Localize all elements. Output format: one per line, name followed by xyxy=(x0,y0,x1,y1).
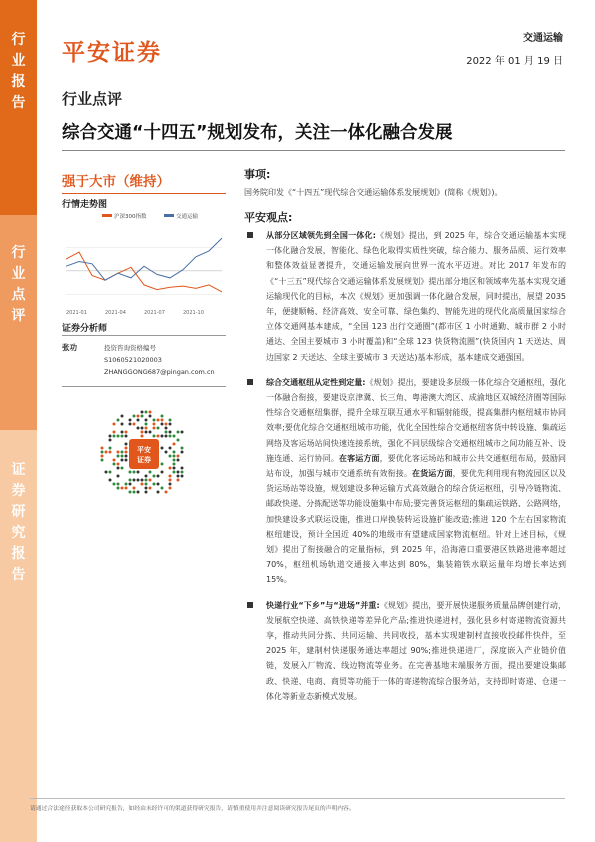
qr-dot xyxy=(181,431,184,434)
qr-dot xyxy=(117,467,120,470)
qr-dot xyxy=(133,479,136,482)
trend-chart xyxy=(60,210,228,318)
analyst-cert-number: S1060521020003 xyxy=(104,356,162,364)
events-text: 国务院印发《“十四五”现代综合交通运输体系发展规划》(简称《规划》)。 xyxy=(244,188,503,197)
qr-dot xyxy=(113,463,116,466)
qr-dot xyxy=(145,419,148,422)
side-char: 证 xyxy=(11,462,26,478)
qr-dot xyxy=(149,411,152,414)
qr-dot xyxy=(161,471,164,474)
x-tick-label: 2021-04 xyxy=(105,310,126,316)
bullet-subhead-freight: 在货运方面 xyxy=(412,469,453,479)
side-band xyxy=(0,0,37,842)
view-bullet xyxy=(244,228,566,365)
qr-dot xyxy=(141,431,144,434)
company-logo: 平安证券 xyxy=(62,40,162,66)
qr-dot xyxy=(153,423,156,426)
qr-dot xyxy=(161,487,164,490)
qr-dot xyxy=(169,423,172,426)
qr-dot xyxy=(121,487,124,490)
legend-swatch-transport xyxy=(164,214,174,217)
analyst-info xyxy=(104,342,215,378)
title-divider xyxy=(62,150,565,151)
analyst-name: 张功 xyxy=(62,343,77,352)
qr-dot xyxy=(169,435,172,438)
qr-dot xyxy=(157,419,160,422)
legend-label-index: 沪深300指数 xyxy=(114,214,147,220)
qr-dot xyxy=(101,451,104,454)
qr-dot xyxy=(181,467,184,470)
side-char: 行 xyxy=(11,245,26,261)
qr-logo-line1: 平安 xyxy=(137,446,151,454)
qr-dot xyxy=(177,471,180,474)
side-char: 业 xyxy=(11,266,26,282)
side-label-research xyxy=(0,430,37,842)
view-bullet xyxy=(244,598,566,704)
qr-dot xyxy=(117,455,120,458)
qr-dot xyxy=(153,435,156,438)
qr-dot xyxy=(117,475,120,478)
main-content xyxy=(244,166,566,704)
analyst-email[interactable]: ZHANGGONG687@pingan.com.cn xyxy=(104,368,215,376)
report-date: 2022 年 01 月 19 日 xyxy=(466,56,563,67)
bullet-text: 《规划》提出，要建设多层级一体化综合交通枢纽，强化一体融合衔接，要建设京津冀、长三角、粤港澳大湾区、成渝地区双城经济圈等国际性综合交通枢纽集群，提升全球互联互通水平和辐射能级，提高集群内枢纽城市协同效率;要优化综合交通枢纽城市功能，优化全国性综合交通枢纽客货中转设施、集疏运网络及客运场站间快速连接系统，强化不同层级综合交通枢纽城市之间功能互补、设施连通、运行协同。 xyxy=(266,377,567,463)
qr-dot xyxy=(133,471,136,474)
bullet-square-icon xyxy=(247,232,253,238)
qr-dot xyxy=(177,459,180,462)
qr-dot xyxy=(173,471,176,474)
side-char: 告 xyxy=(11,95,26,111)
chart-legend xyxy=(102,212,199,220)
footer-divider xyxy=(30,798,565,799)
qr-dot xyxy=(125,431,128,434)
side-char: 告 xyxy=(11,567,26,583)
qr-dot xyxy=(117,483,120,486)
qr-dot xyxy=(133,487,136,490)
qr-dot xyxy=(165,427,168,430)
qr-dot xyxy=(149,431,152,434)
qr-dot xyxy=(121,459,124,462)
qr-dot xyxy=(137,491,140,494)
qr-dot xyxy=(137,479,140,482)
qr-dot xyxy=(145,479,148,482)
qr-dot xyxy=(133,423,136,426)
qr-dot xyxy=(121,423,124,426)
x-tick-label: 2021-07 xyxy=(144,310,165,316)
qr-dot xyxy=(109,479,112,482)
qr-dot xyxy=(121,451,124,454)
qr-dot xyxy=(177,455,180,458)
qr-dot xyxy=(169,455,172,458)
side-char: 业 xyxy=(11,53,26,69)
footer-disclaimer: 请通过合法途径获取本公司研究报告，如经由未经许可的渠道获得研究报告，请慎重使用并注意阅读研究报告尾页的声明内容。 xyxy=(30,806,355,812)
qr-dot xyxy=(113,435,116,438)
qr-dot xyxy=(141,427,144,430)
qr-dot xyxy=(101,455,104,458)
qr-dot xyxy=(137,419,140,422)
rating-badge: 强于大市（维持） xyxy=(62,174,170,190)
analyst-cert-label: 投资咨询资格编号 xyxy=(104,344,156,352)
qr-dot xyxy=(169,467,172,470)
qr-dot xyxy=(109,451,112,454)
side-char: 报 xyxy=(11,74,26,90)
qr-dot xyxy=(125,435,128,438)
side-label-comment xyxy=(0,215,37,430)
qr-dot xyxy=(181,471,184,474)
qr-dot xyxy=(145,427,148,430)
qr-dot xyxy=(173,455,176,458)
qr-dot xyxy=(133,491,136,494)
qr-dot xyxy=(165,451,168,454)
x-tick-label: 2021-01 xyxy=(66,310,87,316)
industry-label: 交通运输 xyxy=(523,33,563,44)
qr-dot xyxy=(177,439,180,442)
qr-dot xyxy=(101,447,104,450)
qr-dot xyxy=(157,483,160,486)
qr-dot xyxy=(173,467,176,470)
side-char: 券 xyxy=(11,483,26,499)
bullet-lead: 快递行业“下乡”与“进场”并重: xyxy=(266,600,380,610)
qr-dot xyxy=(145,487,148,490)
qr-dot xyxy=(169,447,172,450)
qr-dot xyxy=(121,415,124,418)
qr-dot xyxy=(145,483,148,486)
analyst-bottom-divider xyxy=(62,386,226,387)
qr-dot xyxy=(141,415,144,418)
qr-dot xyxy=(117,451,120,454)
qr-dot xyxy=(157,475,160,478)
qr-dot xyxy=(145,491,148,494)
qr-dot xyxy=(145,475,148,478)
qr-dot xyxy=(161,419,164,422)
qr-dot xyxy=(105,471,108,474)
qr-dot xyxy=(101,459,104,462)
side-char: 点 xyxy=(11,287,26,303)
qr-dot xyxy=(121,435,124,438)
qr-dot xyxy=(129,419,132,422)
qr-dot xyxy=(169,419,172,422)
qr-dot xyxy=(129,423,132,426)
qr-dot xyxy=(113,459,116,462)
chart-x-ticks xyxy=(66,310,204,316)
rating-divider xyxy=(62,193,226,194)
side-label-report xyxy=(0,0,37,215)
series-line-transport xyxy=(66,238,222,280)
qr-dot xyxy=(129,491,132,494)
qr-dot xyxy=(181,451,184,454)
qr-dot xyxy=(121,455,124,458)
qr-dot xyxy=(153,427,156,430)
qr-dot xyxy=(141,483,144,486)
qr-dot xyxy=(181,475,184,478)
side-char: 究 xyxy=(11,525,26,541)
x-tick-label: 2021-10 xyxy=(183,310,204,316)
qr-dot xyxy=(177,475,180,478)
qr-dot xyxy=(177,431,180,434)
qr-dot xyxy=(161,415,164,418)
qr-dot xyxy=(141,435,144,438)
qr-dot xyxy=(161,463,164,466)
report-type: 行业点评 xyxy=(62,90,123,108)
qr-dot xyxy=(117,463,120,466)
bullet-text: 《规划》提出，到 2025 年，综合交通运输基本实现一体化融合发展，智能化、绿色化取得实质性突破，综合能力、服务品质、运行效率和整体效益显著提升，交通运输发展向世界一流水平迈进。对比 2017 年发布的《“十三五”现代综合交通运输体系发展规划》提出部分地区和领域率先基本实现交通运输现代化的目标，本次《规划》更加强调一体化融合发展，同时提出，展望 2035 年，便捷顺畅、经济高效、安全可靠、绿色集约、智能先进的现代化高质量国家综合立体交通网基本建成，“全国 123 出行交通圈”(都市区 1 小时通勤、城市群 2 小时通达、全国主要城市 3 小时覆盖)和“全球 123 快货物流圈”(快货国内 1 天送达、周边国家 2 天送达、全球主要城市 3 天送达)基本形成，基本建成交通强国。 xyxy=(266,231,566,362)
qr-dot xyxy=(161,447,164,450)
qr-dot xyxy=(125,459,128,462)
qr-code xyxy=(98,408,190,500)
report-title: 综合交通“十四五”规划发布，关注一体化融合发展 xyxy=(62,123,453,143)
qr-dot xyxy=(173,443,176,446)
qr-dot xyxy=(129,479,132,482)
qr-dot xyxy=(125,447,128,450)
qr-dot xyxy=(157,435,160,438)
qr-dot xyxy=(121,431,124,434)
qr-dot xyxy=(173,459,176,462)
qr-dot xyxy=(129,471,132,474)
qr-dot xyxy=(157,491,160,494)
side-char: 报 xyxy=(11,546,26,562)
side-char: 行 xyxy=(11,32,26,48)
qr-dot xyxy=(125,483,128,486)
qr-dot xyxy=(161,435,164,438)
bullet-lead: 综合交通枢纽从定性到定量: xyxy=(266,377,366,387)
qr-logo-line2: 证券 xyxy=(137,456,151,464)
qr-dot xyxy=(125,451,128,454)
qr-dot xyxy=(113,423,116,426)
qr-dot xyxy=(157,427,160,430)
qr-dot xyxy=(145,411,148,414)
qr-dot xyxy=(169,483,172,486)
views-heading: 平安观点: xyxy=(244,211,293,224)
events-heading: 事项: xyxy=(244,168,271,181)
bullet-subhead-passenger: 在客运方面 xyxy=(339,453,380,463)
qr-dot xyxy=(169,487,172,490)
qr-dot xyxy=(145,423,148,426)
side-char: 评 xyxy=(11,308,26,324)
bullet-text: ，要优化客运场站和城市公共交通枢纽布局，鼓励同站布设，加强与城市交通系统有效衔接。 xyxy=(266,453,567,479)
bullet-text: 《规划》提出，要开展快递服务质量品牌创建行动，发展航空快递、高铁快递等差异化产品;推进快递进村，强化县乡村寄递物流资源共享，推动共同分拣、共同运输、共同收投，基本实现建制村直接收投邮件快件，至 2025 年，建制村快递服务通达率超过 90%;推进快递进厂，深度嵌入产业链价值链，发展入厂物流、线边物流等业务。在完善基地末端服务方面，提出要建设集邮政、快递、电商、商贸等功能于一体的寄递物流综合服务站，支持即时寄递、仓递一体化等新业态新模式发展。 xyxy=(266,600,566,701)
qr-dot xyxy=(117,435,120,438)
qr-dot xyxy=(145,431,148,434)
qr-dot xyxy=(133,415,136,418)
qr-dot xyxy=(125,455,128,458)
qr-dot xyxy=(173,451,176,454)
qr-dot xyxy=(173,463,176,466)
qr-dot xyxy=(149,487,152,490)
qr-dot xyxy=(105,451,108,454)
qr-dot xyxy=(121,467,124,470)
qr-dot xyxy=(141,411,144,414)
qr-dot xyxy=(165,423,168,426)
qr-dot xyxy=(153,475,156,478)
qr-dot xyxy=(109,471,112,474)
qr-dot xyxy=(165,435,168,438)
qr-dot xyxy=(169,431,172,434)
qr-dot xyxy=(169,479,172,482)
qr-dot xyxy=(141,479,144,482)
side-char: 研 xyxy=(11,504,26,520)
qr-dot xyxy=(125,443,128,446)
qr-dot xyxy=(173,435,176,438)
view-bullet xyxy=(244,375,566,588)
qr-dot xyxy=(125,487,128,490)
qr-dot xyxy=(109,447,112,450)
trend-chart-label: 行情走势图 xyxy=(62,200,108,210)
qr-dot xyxy=(117,487,120,490)
qr-dot xyxy=(109,435,112,438)
qr-dot xyxy=(137,427,140,430)
qr-dot xyxy=(165,431,168,434)
qr-dot xyxy=(177,479,180,482)
bullet-text: ，要优先利用现有物流园区以及货运场站等设施，规划建设多种运输方式高效融合的综合货运枢纽，引导冷链物流、邮政快递、分拣配送等功能设施集中布局;要完善货运枢纽的集疏运铁路、公路网络，加快建设多式联运设施，推进口岸换装转运设施扩能改造;推进 120 个左右国家物流枢纽建设，预计全国近 40%的地级市有望建成国家物流枢纽。针对上述目标，《规划》提出了衔接融合的定量指标，到 2025 年，沿海港口重要港区铁路进港率超过 70%，枢纽机场轨道交通接入率达到 80%，集装箱铁水联运量年均增长率达到 15%。 xyxy=(266,469,567,585)
qr-dot xyxy=(129,483,132,486)
qr-dot xyxy=(137,471,140,474)
qr-dot xyxy=(113,483,116,486)
analyst-heading: 证券分析师 xyxy=(62,324,108,334)
bullet-square-icon xyxy=(247,379,253,385)
qr-dot xyxy=(165,491,168,494)
qr-dot xyxy=(169,475,172,478)
qr-dot xyxy=(137,415,140,418)
bullet-square-icon xyxy=(247,602,253,608)
analyst-divider xyxy=(62,335,226,336)
qr-dot xyxy=(149,415,152,418)
qr-dot xyxy=(149,471,152,474)
qr-dot xyxy=(109,439,112,442)
qr-dot xyxy=(181,447,184,450)
bullet-lead: 从部分区域领先到全国一体化: xyxy=(266,231,376,240)
qr-dot xyxy=(153,483,156,486)
qr-logo-box xyxy=(129,439,159,469)
legend-swatch-index xyxy=(102,214,112,217)
qr-dot xyxy=(149,479,152,482)
series-line-index xyxy=(66,252,222,292)
legend-label-transport: 交通运输 xyxy=(176,214,199,220)
qr-dot xyxy=(153,419,156,422)
qr-dot xyxy=(117,419,120,422)
qr-dot xyxy=(161,423,164,426)
qr-dot xyxy=(113,431,116,434)
